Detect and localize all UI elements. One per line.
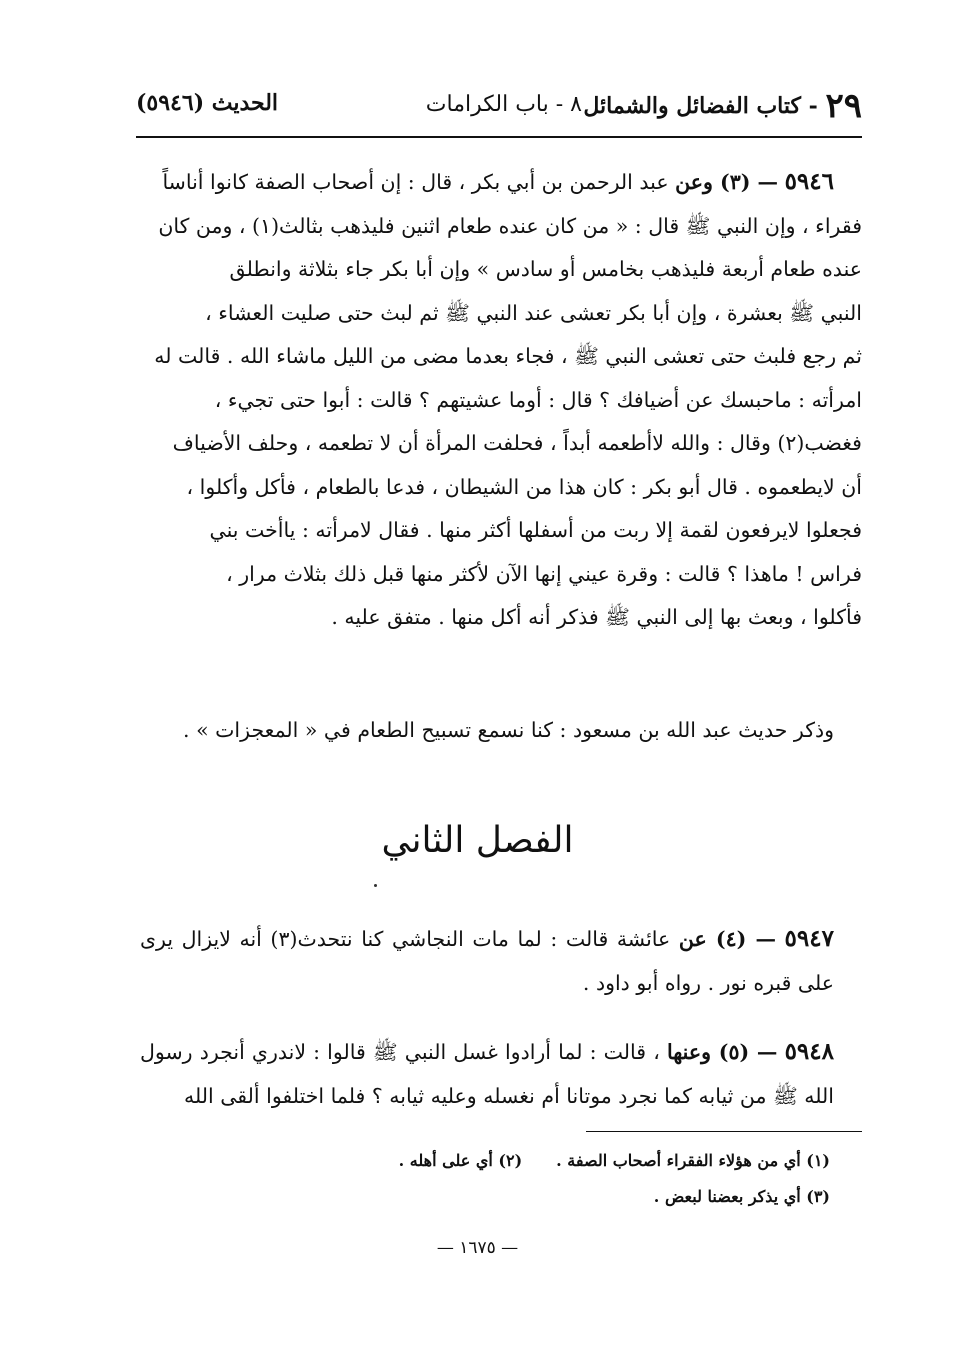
footnote-2: (٢) أي على أهله . — [398, 1151, 523, 1170]
page-number: — ١٦٧٥ — — [436, 1238, 519, 1258]
hadith-reference: — (٥) وعنها — [666, 1040, 778, 1064]
hadith-5946-note — [140, 709, 862, 753]
hadith-5946-line-6: امرأته : ماحبسك عن أضيافك ؟ قال : أوما عشيتهم ؟ قالت : أبوا حتى تجيء ، — [214, 387, 862, 412]
book-title: - كتاب الفضائل والشمائل — [583, 93, 818, 119]
hadith-5946-line-10: فراس ! ماهذا ؟ قالت : وقرة عيني إنها الآن لأكثر منها قبل ذلك بثلاث مرار ، — [226, 561, 862, 586]
hadith-number: ٥٩٤٧ — [784, 925, 834, 952]
header-divider — [136, 136, 862, 138]
footnotes — [300, 1143, 830, 1215]
footnote-3: (٣) أي يذكر بعضنا لبعض . — [653, 1187, 830, 1206]
hadith-text: عبد الرحمن بن أبي بكر ، قال : إن أصحاب الصفة كانوا أناساً — [162, 170, 669, 194]
hadith-5946-line-1 — [140, 160, 862, 205]
running-header — [136, 86, 862, 130]
stray-dot — [374, 884, 377, 887]
hadith-5947-text-block — [140, 917, 862, 1005]
footnote-1: (١) أي من هؤلاء الفقراء أصحاب الصفة . — [556, 1151, 830, 1170]
ibn-masud-reference: وذكر حديث عبد الله بن مسعود : كنا نسمع تسبيح الطعام في « المعجزات » . — [183, 718, 834, 742]
hadith-5946-line-4: النبي ﷺ بعشرة ، وإن أبا بكر تعشى عند النبي ﷺ ثم لبث حتى صليت العشاء ، — [205, 300, 862, 325]
hadith-number: ٥٩٤٨ — [784, 1038, 834, 1065]
chapter-number: ٢٩ — [825, 86, 862, 126]
header-hadith-range: الحديث (٥٩٤٦) — [136, 90, 279, 116]
hadith-5947-paragraph — [140, 917, 862, 1005]
hadith-5946-line-11: فأكلوا ، وبعث بها إلى النبي ﷺ فذكر أنه أكل منها . متفق عليه . — [331, 605, 862, 629]
hadith-text: عائشة قالت : لما مات النجاشي كنا نتحدث(٣) أنه لايزال يرى على قبره نور . رواه أبو داود . — [140, 927, 834, 995]
hadith-reference: — (٤) عن — [678, 927, 776, 951]
hadith-5946-line-8: أن لايطعموه . قال أبو بكر : كان هذا من الشيطان ، فدعا بالطعام ، فأكل وأكلوا ، — [186, 474, 862, 499]
footnote-divider — [586, 1131, 862, 1132]
hadith-5948-text-block — [140, 1030, 862, 1118]
hadith-reference: — (٣) وعن — [675, 170, 779, 194]
hadith-5946-line-9: فجعلوا لايرفعون لقمة إلا ربت من أسفلها أكثر منها . فقال لامرأته : ياأخت بني — [209, 518, 862, 542]
section-title: الفصل الثاني — [381, 820, 574, 861]
hadith-5946-line-7: فغضب(٢) وقال : والله لاأطعمه أبداً ، فحلفت المرأة أن لا تطعمه ، وحلف الأضياف — [172, 431, 862, 455]
footnote-line-1 — [300, 1143, 830, 1179]
header-chapter-title: ٨ - باب الكرامات — [425, 92, 582, 117]
footnote-line-2 — [300, 1179, 830, 1215]
hadith-number: ٥٩٤٦ — [784, 168, 834, 195]
hadith-5946-line-2: فقراء ، وإن النبي ﷺ قال : « من كان عنده طعام اثنين فليذهب بثالث(١) ، ومن كان — [158, 213, 862, 238]
hadith-5948-paragraph — [140, 1030, 862, 1118]
hadith-5946-paragraph — [140, 160, 862, 640]
hadith-5946-line-3: عنده طعام أربعة فليذهب بخامس أو سادس » وإن أبا بكر جاء بثلاثة وانطلق — [229, 257, 862, 281]
header-book-title — [583, 86, 862, 126]
hadith-text: ، قالت : لما أرادوا غسل النبي ﷺ قالوا : لاندري أنجرد رسول الله ﷺ من ثيابه كما نجرد موتانا أم نغسله وعليه ثيابه ؟ فلما اختلفوا ألقى الله — [140, 1040, 834, 1108]
hadith-5946-line-5: ثم رجع فلبث حتى تعشى النبي ﷺ ، فجاء بعدما مضى من الليل ماشاء الله . قالت له — [154, 344, 862, 368]
